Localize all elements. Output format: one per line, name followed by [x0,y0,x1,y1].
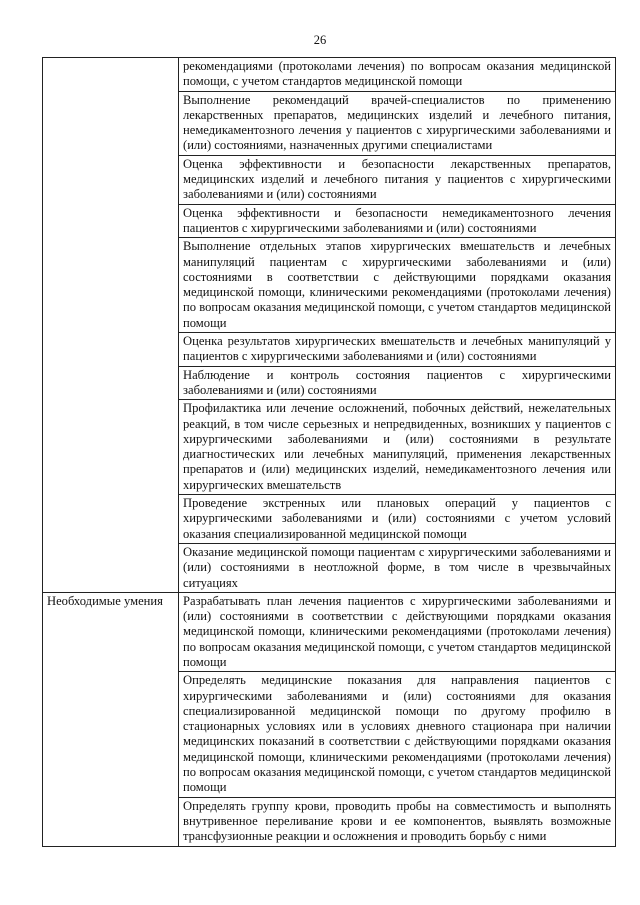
table-cell: Оказание медицинской помощи пациентам с хирургическими заболеваниями и (или) состояниями в неотложной форме, в том числе в чрезвычайных ситуациях [179,543,616,592]
table-cell: рекомендациями (протоколами лечения) по вопросам оказания медицинской помощи, с учетом стандартов медицинской помощи [179,58,616,92]
table-cell: Наблюдение и контроль состояния пациентов с хирургическими заболеваниями и (или) состояниями [179,366,616,400]
table-cell: Разрабатывать план лечения пациентов с хирургическими заболеваниями и (или) состояниями в соответствии с действующими порядками оказания медицинской помощи, клиническими рекомендациями (протоколами лечения) по вопросам оказания медицинской помощи, с учетом стандартов медицинской помощи [179,592,616,671]
section-label-skills: Необходимые умения [43,592,179,846]
table-cell: Выполнение отдельных этапов хирургических вмешательств и лечебных манипуляций пациентам с хирургическими заболеваниями и (или) состояниями в соответствии с действующими порядками оказания медицинской помощи, клиническими рекомендациями (протоколами лечения) по вопросам оказания медицинской помощи, с учетом стандартов медицинской помощи [179,238,616,333]
table-row [43,592,616,671]
table-cell: Профилактика или лечение осложнений, побочных действий, нежелательных реакций, в том числе серьезных и непредвиденных, возникших у пациентов с хирургическими заболеваниями и (или) состояниями в результате диагностических или лечебных манипуляций, применения лекарственных препаратов и (или) медицинских изделий, немедикаментозного лечения или хирургических вмешательств [179,400,616,495]
table-cell: Оценка результатов хирургических вмешательств и лечебных манипуляций у пациентов с хирургическими заболеваниями и (или) состояниями [179,333,616,367]
table-cell: Оценка эффективности и безопасности лекарственных препаратов, медицинских изделий и лечебного питания у пациентов с хирургическими заболеваниями и (или) состояниями [179,155,616,204]
table-row [43,58,616,92]
table-cell: Проведение экстренных или плановых операций у пациентов с хирургическими заболеваниями и (или) состояниями с учетом условий оказания специализированной медицинской помощи [179,495,616,544]
table-cell: Оценка эффективности и безопасности немедикаментозного лечения пациентов с хирургическими заболеваниями и (или) состояниями [179,204,616,238]
section-label-empty [43,58,179,593]
table-cell: Выполнение рекомендаций врачей-специалистов по применению лекарственных препаратов, медицинских изделий и лечебного питания, немедикаментозного лечения у пациентов с хирургическими заболеваниями и (или) состояниями, назначенных другими специалистами [179,91,616,155]
competency-table [42,57,616,847]
table-cell: Определять медицинские показания для направления пациентов с хирургическими заболеваниями и (или) состояниями для оказания специализированной медицинской помощи по другому профилю в стационарных условиях или в условиях дневного стационара при наличии медицинских показаний в соответствии с действующими порядками оказания медицинской помощи, клиническими рекомендациями (протоколами лечения) по вопросам оказания медицинской помощи, с учетом стандартов медицинской помощи [179,672,616,797]
table-cell: Определять группу крови, проводить пробы на совместимость и выполнять внутривенное переливание крови и ее компонентов, выявлять возможные трансфузионные реакции и осложнения и проводить борьбу с ними [179,797,616,846]
page-number: 26 [313,33,327,47]
